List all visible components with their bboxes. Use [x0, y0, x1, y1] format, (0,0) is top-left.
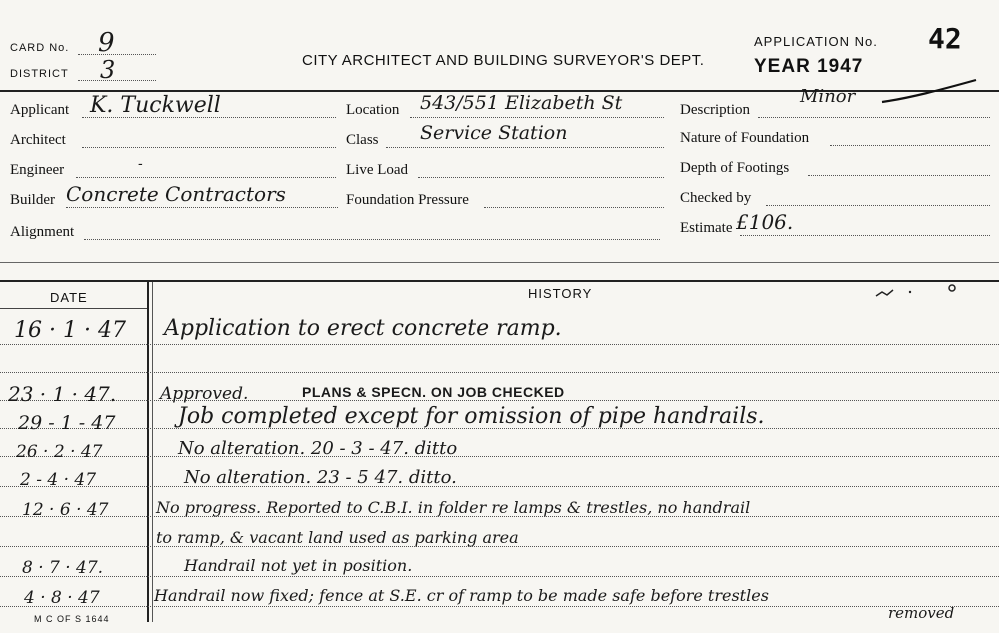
- date-header-rule: [0, 308, 148, 309]
- foundation-pressure-label: Foundation Pressure: [346, 192, 469, 208]
- history-row-line: [0, 372, 999, 373]
- depth-of-footings-label: Depth of Footings: [680, 160, 790, 176]
- engineer-line: [76, 177, 336, 178]
- builder-line: [66, 207, 338, 208]
- history-date: 23 · 1 · 47.: [8, 382, 117, 406]
- history-entry: removed: [888, 604, 955, 622]
- history-entry: to ramp, & vacant land used as parking area: [156, 528, 519, 547]
- application-no-value: 42: [928, 22, 962, 55]
- card-no-value: 9: [98, 28, 115, 58]
- history-entry: No progress. Reported to C.B.I. in folder re lamps & trestles, no handrail: [156, 498, 751, 517]
- depth-of-footings-line: [808, 175, 990, 176]
- builder-label: Builder: [10, 192, 55, 208]
- date-column-divider-inner: [152, 282, 153, 622]
- history-entry: Handrail not yet in position.: [184, 556, 413, 575]
- class-value: Service Station: [420, 122, 568, 144]
- class-label: Class: [346, 132, 379, 148]
- history-date: 4 · 8 · 47: [24, 588, 100, 608]
- fields-separator-thin: [0, 262, 999, 263]
- date-column-divider: [147, 282, 149, 622]
- live-load-line: [418, 177, 664, 178]
- location-line: [410, 117, 664, 118]
- description-strike-mark: [880, 76, 980, 106]
- location-value: 543/551 Elizabeth St: [420, 92, 623, 114]
- history-row-line: [0, 344, 999, 345]
- history-entry: Application to erect concrete ramp.: [164, 316, 562, 341]
- alignment-label: Alignment: [10, 224, 75, 240]
- history-entry: No alteration. 20 - 3 - 47. ditto: [178, 438, 458, 459]
- estimate-line: [740, 235, 990, 236]
- history-entry: Job completed except for omission of pipe handrails.: [178, 404, 765, 429]
- alignment-line: [84, 239, 660, 240]
- history-date: 26 · 2 · 47: [16, 442, 103, 462]
- foundation-pressure-line: [484, 207, 664, 208]
- history-row-line: [0, 400, 999, 401]
- history-date: 12 · 6 · 47: [22, 500, 109, 520]
- history-entry: Handrail now fixed; fence at S.E. cr of ramp to be made safe before trestles: [154, 586, 769, 605]
- history-row-line: [0, 486, 999, 487]
- applicant-value: K. Tuckwell: [90, 93, 221, 118]
- live-load-label: Live Load: [346, 162, 409, 178]
- date-column-header: DATE: [50, 290, 88, 305]
- class-line: [386, 147, 664, 148]
- history-date: 16 · 1 · 47: [14, 318, 126, 343]
- history-date: 2 - 4 · 47: [20, 470, 97, 490]
- builder-value: Concrete Contractors: [66, 182, 286, 206]
- checked-by-label: Checked by: [680, 190, 752, 206]
- history-row-line: [0, 576, 999, 577]
- history-column-header: HISTORY: [528, 286, 593, 301]
- application-no-label: APPLICATION No.: [754, 34, 878, 49]
- card-no-label: CARD No.: [10, 42, 70, 54]
- stray-ink-marks: [870, 282, 970, 306]
- description-line: [758, 117, 990, 118]
- engineer-label: Engineer: [10, 162, 65, 178]
- checked-by-line: [766, 205, 990, 206]
- card-no-line: [78, 54, 156, 55]
- history-top-rule: [0, 280, 999, 282]
- history-date: 29 - 1 - 47: [18, 412, 116, 434]
- history-date: 8 · 7 · 47.: [22, 558, 104, 578]
- description-label: Description: [680, 102, 750, 118]
- nature-of-foundation-line: [830, 145, 990, 146]
- history-entry: Approved.: [160, 384, 249, 404]
- district-label: DISTRICT: [10, 68, 69, 80]
- architect-label: Architect: [10, 132, 66, 148]
- history-row-line: [0, 606, 999, 607]
- history-row-line: [0, 456, 999, 457]
- history-entry: No alteration. 23 - 5 47. ditto.: [184, 467, 457, 488]
- location-label: Location: [346, 102, 400, 118]
- applicant-label: Applicant: [10, 102, 70, 118]
- nature-of-foundation-label: Nature of Foundation: [680, 130, 810, 146]
- history-stamp-text: PLANS & SPECN. ON JOB CHECKED: [302, 384, 565, 400]
- description-value: Minor: [800, 86, 856, 107]
- district-value: 3: [100, 56, 116, 84]
- estimate-value: £106.: [736, 210, 794, 234]
- estimate-label: Estimate: [680, 220, 733, 236]
- form-code: M C OF S 1644: [34, 614, 110, 624]
- year-label: YEAR 1947: [754, 56, 864, 77]
- architect-line: [82, 147, 336, 148]
- engineer-value: -: [138, 156, 143, 172]
- district-line: [78, 80, 156, 81]
- dept-title: CITY ARCHITECT AND BUILDING SURVEYOR'S DEPT.: [302, 52, 705, 69]
